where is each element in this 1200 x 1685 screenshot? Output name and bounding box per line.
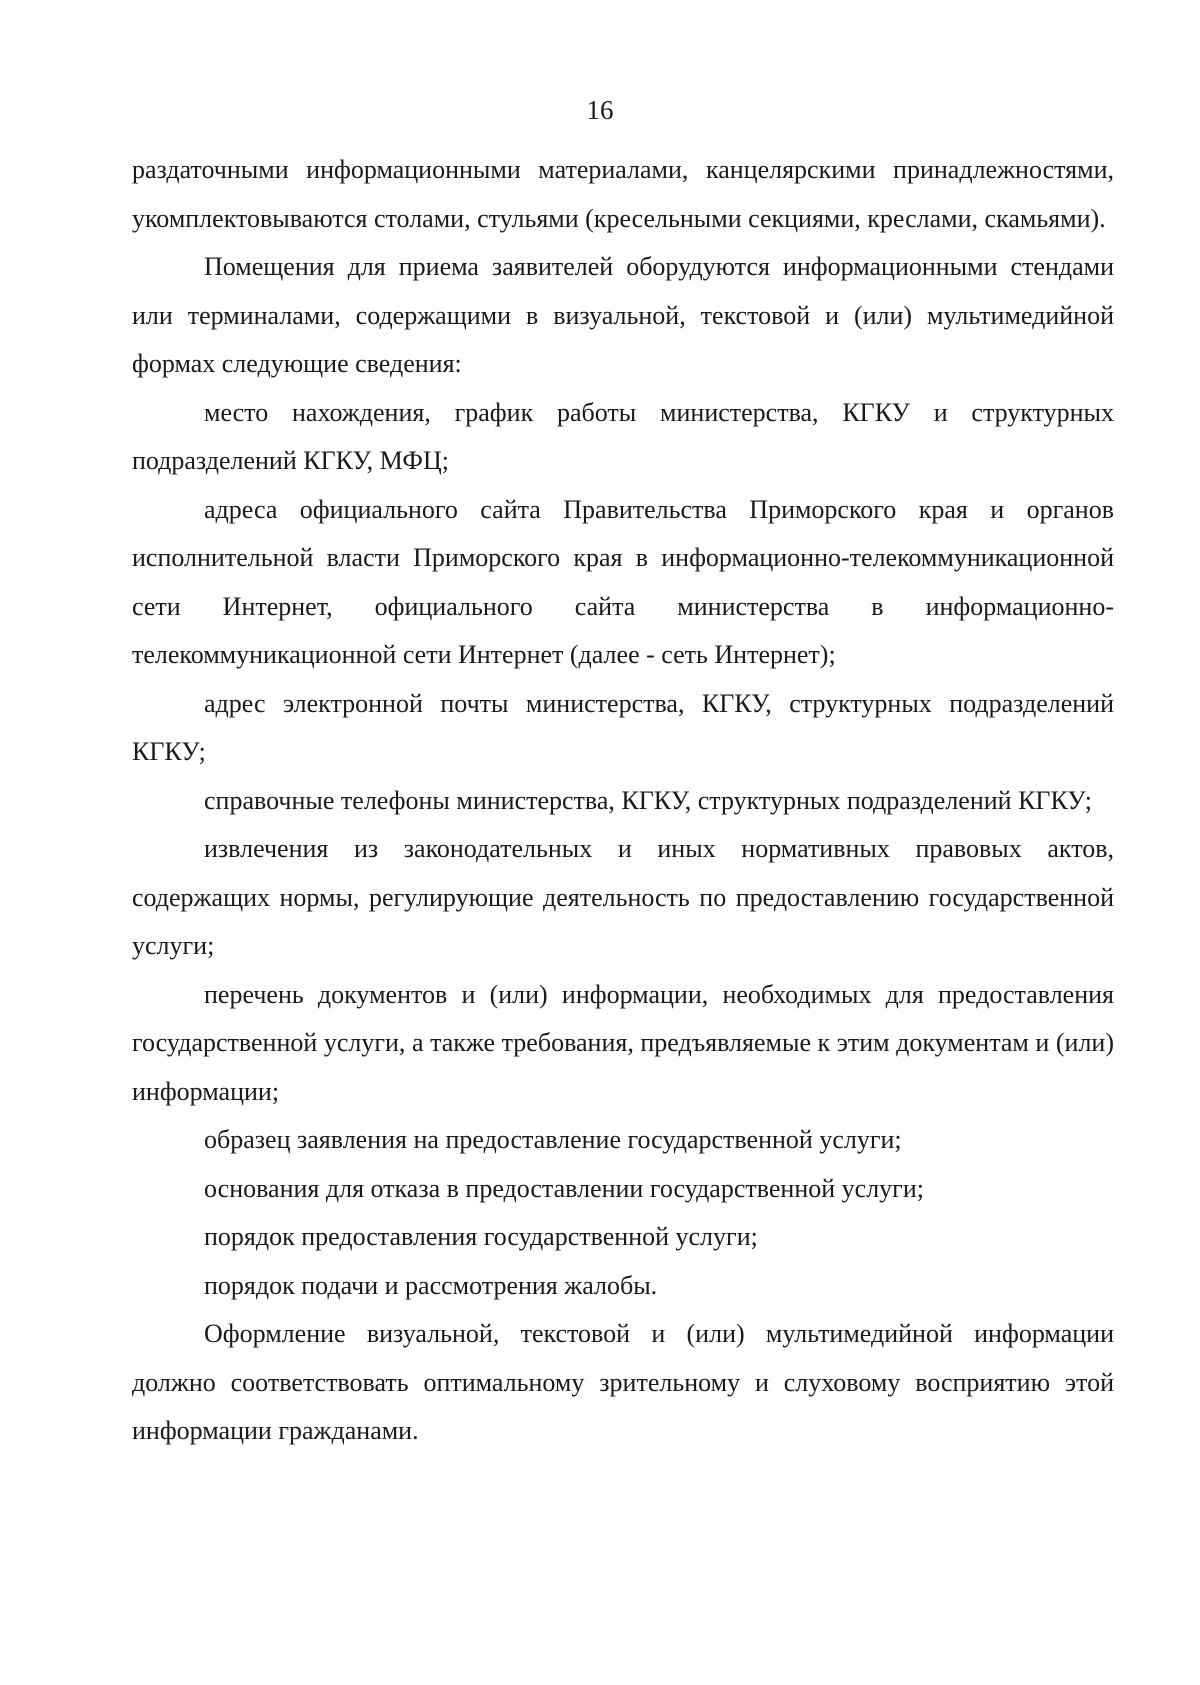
list-item-complaint-procedure: порядок подачи и рассмотрения жалобы. <box>204 1270 658 1300</box>
paragraph-premises-equipment: Помещения для приема заявителей оборудуются информационными стендами или терминалами, содержащими в визуальной, текстовой и (или) мультимедийной формах следующие сведения: <box>132 252 1114 378</box>
list-item-application-sample: образец заявления на предоставление государственной услуги; <box>204 1125 902 1154</box>
list-item-refusal-grounds: основания для отказа в предоставлении государственной услуги; <box>204 1173 924 1203</box>
list-item-document-list: перечень документов и (или) информации, необходимых для предоставления государственной услуги, а также требования, предъявляемые к этим документам и (или) информации; <box>132 979 1114 1106</box>
page-number: 16 <box>586 95 614 125</box>
list-item-service-procedure: порядок предоставления государственной услуги; <box>204 1222 758 1251</box>
list-item-website-addresses: адреса официального сайта Правительства Приморского края и органов исполнительной власти Приморского края в информационно-телекоммуникационной сети Интернет, официального сайта министерства в информационно-телекоммуникационной сети Интернет (далее - сеть Интернет); <box>132 494 1114 669</box>
document-body <box>132 146 1114 1456</box>
list-item-location-schedule: место нахождения, график работы министерства, КГКУ и структурных подразделений КГКУ, МФЦ; <box>132 397 1114 475</box>
paragraph-continuation: раздаточными информационными материалами, канцелярскими принадлежностями, укомплектовываются столами, стульями (кресельными секциями, креслами, скамьями). <box>132 155 1114 233</box>
list-item-email-address: адрес электронной почты министерства, КГКУ, структурных подразделений КГКУ; <box>132 688 1114 766</box>
list-item-reference-phones: справочные телефоны министерства, КГКУ, структурных подразделений КГКУ; <box>204 785 1092 815</box>
list-item-legal-extracts: извлечения из законодательных и иных нормативных правовых актов, содержащих нормы, регулирующие деятельность по предоставлению государственной услуги; <box>132 834 1114 960</box>
paragraph-information-design: Оформление визуальной, текстовой и (или) мультимедийной информации должно соответствовать оптимальному зрительному и слуховому восприятию этой информации гражданами. <box>132 1319 1114 1445</box>
